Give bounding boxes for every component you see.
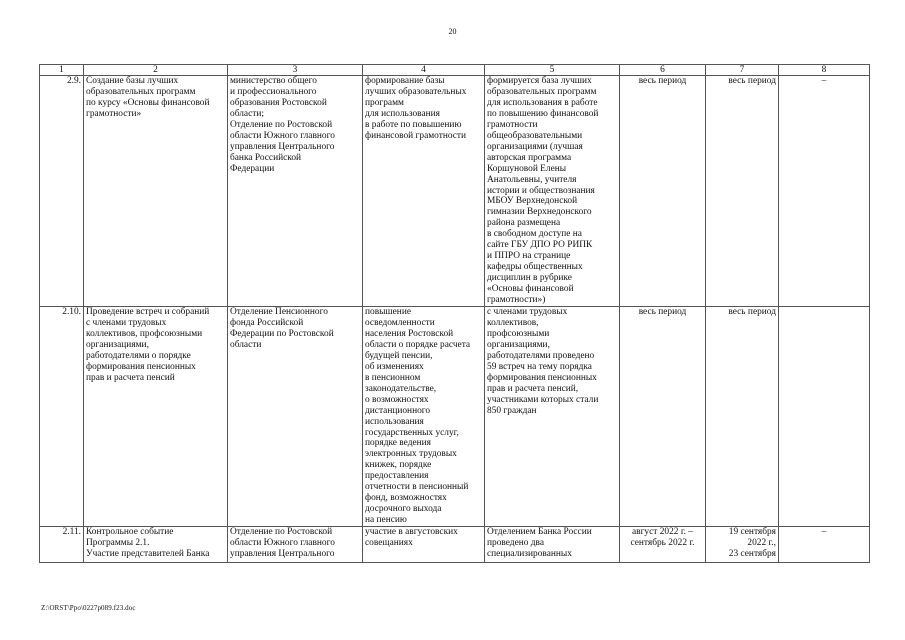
cell-text-line: участниками которых стали [487, 394, 599, 405]
cell-text-line: фонд, возможностях [365, 493, 447, 504]
cell-text-line: работодателями проведено [487, 350, 595, 361]
cell-text-line: Федерации по Ростовской [230, 328, 334, 339]
cell-text-line: с членами трудовых [487, 307, 568, 318]
cell-text-line: весь период [638, 307, 687, 318]
cell-text-line: об изменениях [365, 361, 424, 372]
column-number-row [40, 65, 870, 76]
planned-period-cell [620, 307, 706, 527]
cell-text-line: 59 встреч на тему порядка [487, 361, 592, 372]
cell-text-line: Проведение встреч и собраний [86, 307, 210, 318]
expected-result-cell [363, 76, 485, 307]
cell-text-line: Анатольевны, учителя [487, 174, 577, 185]
cell-text-line: лучших образовательных [365, 86, 467, 97]
cell-text-line: фонда Российской [230, 317, 304, 328]
actual-result-cell [485, 307, 620, 527]
cell-text-line: порядке ведения [365, 438, 431, 449]
cell-text-line: повышение [365, 307, 412, 318]
cell-text-line: 850 граждан [487, 405, 537, 416]
table-row [40, 76, 870, 307]
actual-period-cell [706, 76, 779, 307]
table-row [40, 307, 870, 527]
cell-text-line: весь период [638, 76, 687, 86]
cell-text-line: для использования в работе [487, 97, 598, 108]
cell-text-line: грамотности» [86, 108, 142, 119]
notes-cell [779, 307, 870, 527]
cell-text-line: книжек, порядке [365, 460, 432, 471]
cell-text-line: Создание базы лучших [86, 76, 179, 86]
col-header-1: 1 [40, 65, 84, 76]
cell-text-line: коллективов, [487, 317, 539, 328]
cell-text-line: для использования [365, 108, 440, 119]
cell-text-line: области о порядке расчета [365, 339, 471, 350]
cell-text-line: МБОУ Верхнедонской [487, 196, 578, 207]
cell-text-line: гимназии Верхнедонского [487, 207, 592, 218]
cell-text-line: – [821, 76, 827, 86]
cell-text-line: профсоюзными [487, 328, 550, 339]
col-header-8: 8 [779, 65, 870, 76]
cell-text-line: области Южного главного [230, 130, 335, 141]
cell-text-line: организациями, [487, 339, 550, 350]
cell-text-line: на пенсию [365, 515, 407, 526]
cell-text-line: грамотности [487, 119, 538, 130]
cell-text-line: предоставления [365, 471, 429, 482]
cell-text-line: Федерации [230, 163, 275, 174]
cell-text-line: организациями (лучшая [487, 141, 583, 152]
cell-text-line: министерство общего [230, 76, 317, 86]
cell-text-line: кафедры общественных [487, 262, 583, 273]
cell-text-line: Отделением Банка России [487, 527, 592, 538]
cell-text-line: общеобразовательными [487, 130, 583, 141]
cell-text-line: по курсу «Основы финансовой [86, 97, 210, 108]
cell-text-line: по повышению финансовой [487, 108, 599, 119]
planned-period-cell [620, 527, 706, 563]
cell-text-line: образовательных программ [487, 86, 597, 97]
cell-text-line: формируется база лучших [487, 76, 592, 86]
col-header-6: 6 [620, 65, 706, 76]
cell-text-line: проведено два [487, 538, 545, 549]
event-cell [84, 76, 228, 307]
cell-text-line: Контрольное событие [86, 527, 174, 538]
cell-text-line: – [821, 527, 827, 538]
notes-cell [779, 76, 870, 307]
executors-cell [228, 527, 363, 563]
cell-text-line: работодателями о порядке [86, 350, 191, 361]
cell-text-line: о возможностях [365, 394, 429, 405]
row-number-cell: 2.11. [40, 527, 84, 563]
cell-text-line: досрочного выхода [365, 504, 442, 515]
cell-text-line: сайте ГБУ ДПО РО РИПК [487, 240, 593, 251]
cell-text-line: в пенсионном [365, 372, 421, 383]
row-number-cell: 2.9. [40, 76, 84, 307]
notes-cell [779, 527, 870, 563]
cell-text-line: формирование базы [365, 76, 445, 86]
table-row [40, 527, 870, 563]
expected-result-cell [363, 527, 485, 563]
executors-cell [228, 307, 363, 527]
row-number-cell: 2.10. [40, 307, 84, 527]
actual-period-cell [706, 527, 779, 563]
cell-text-line: дисциплин в рубрике [487, 273, 572, 284]
cell-text-line: формирования пенсионных [86, 361, 196, 372]
planned-period-cell [620, 76, 706, 307]
col-header-4: 4 [363, 65, 485, 76]
page-number: 20 [448, 27, 457, 36]
expected-result-cell [363, 307, 485, 527]
actual-result-cell [485, 527, 620, 563]
cell-text-line: Участие представителей Банка [86, 548, 210, 559]
cell-text-line: сентябрь 2022 г. [630, 538, 695, 549]
cell-text-line: весь период [728, 307, 776, 318]
cell-text-line: 23 сентября [728, 548, 776, 559]
cell-text-line: осведомленности [365, 317, 435, 328]
cell-text-line: дистанционного [365, 405, 431, 416]
cell-text-line: программ [365, 97, 404, 108]
cell-text-line: образовательных программ [86, 86, 196, 97]
cell-text-line: будущей пенсии, [365, 350, 433, 361]
col-header-2: 2 [84, 65, 228, 76]
cell-text-line: 2022 г., [747, 538, 776, 549]
cell-text-line: организациями, [86, 339, 149, 350]
cell-text-line: совещаниях [365, 538, 413, 549]
program-table [39, 64, 870, 563]
cell-text-line: банка Российской [230, 152, 302, 163]
cell-text-line: и профессионального [230, 86, 317, 97]
cell-text-line: весь период [728, 76, 776, 86]
cell-text-line: финансовой грамотности [365, 130, 467, 141]
cell-text-line: Отделение по Ростовской [230, 119, 333, 130]
cell-text-line: 19 сентября [728, 527, 776, 538]
event-cell [84, 307, 228, 527]
cell-text-line: прав и расчета пенсий, [487, 383, 579, 394]
cell-text-line: населения Ростовской [365, 328, 454, 339]
cell-text-line: специализированных [487, 548, 572, 559]
cell-text-line: государственных услуг, [365, 427, 459, 438]
actual-period-cell [706, 307, 779, 527]
cell-text-line: управления Центрального [230, 141, 335, 152]
cell-text-line: отчетности в пенсионный [365, 482, 469, 493]
cell-text-line: коллективов, профсоюзными [86, 328, 203, 339]
cell-text-line: законодательстве, [365, 383, 437, 394]
actual-result-cell [485, 76, 620, 307]
cell-text-line: участие в августовских [365, 527, 458, 538]
executors-cell [228, 76, 363, 307]
cell-text-line: области [230, 339, 262, 350]
cell-text-line: в свободном доступе на [487, 229, 582, 240]
cell-text-line: электронных трудовых [365, 449, 457, 460]
event-cell [84, 527, 228, 563]
cell-text-line: истории и обществознания [487, 185, 595, 196]
cell-text-line: района размещена [487, 218, 561, 229]
cell-text-line: использования [365, 416, 424, 427]
col-header-5: 5 [485, 65, 620, 76]
cell-text-line: и ППРО на странице [487, 251, 571, 262]
cell-text-line: формирования пенсионных [487, 372, 597, 383]
cell-text-line: прав и расчета пенсий [86, 372, 175, 383]
col-header-7: 7 [706, 65, 779, 76]
cell-text-line: образования Ростовской [230, 97, 327, 108]
cell-text-line: управления Центрального [230, 548, 335, 559]
cell-text-line: Коршуновой Елены [487, 163, 567, 174]
cell-text-line: грамотности») [487, 295, 546, 306]
cell-text-line: области Южного главного [230, 538, 335, 549]
cell-text-line: области; [230, 108, 264, 119]
cell-text-line: с членами трудовых [86, 317, 167, 328]
col-header-3: 3 [228, 65, 363, 76]
cell-text-line: Отделение по Ростовской [230, 527, 333, 538]
cell-text-line: авторская программа [487, 152, 572, 163]
cell-text-line: Программы 2.1. [86, 538, 150, 549]
cell-text-line: в работе по повышению [365, 119, 462, 130]
cell-text-line: «Основы финансовой [487, 284, 574, 295]
cell-text-line: август 2022 г. – [632, 527, 693, 538]
cell-text-line: Отделение Пенсионного [230, 307, 328, 318]
file-path-footer: Z:\ORST\Ppo\0227p089.f23.doc [41, 604, 136, 612]
